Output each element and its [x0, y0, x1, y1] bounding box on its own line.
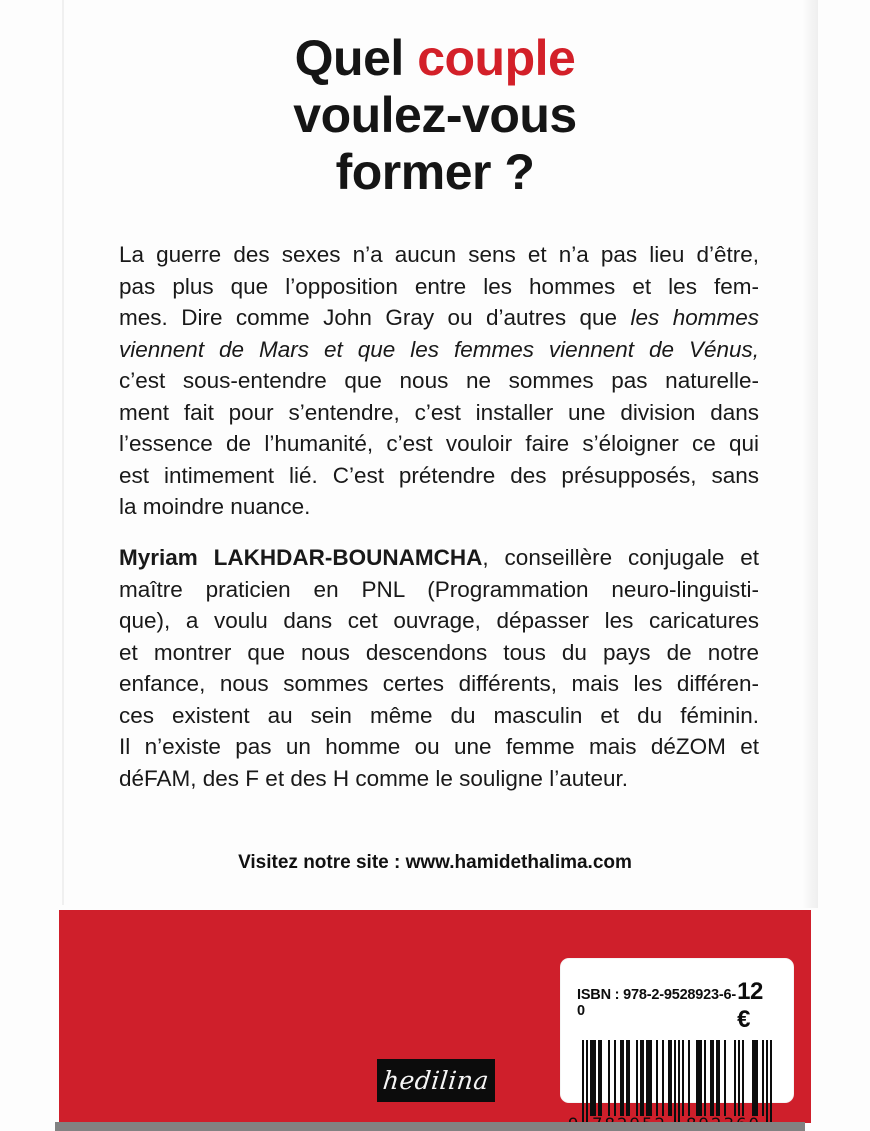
barcode-panel — [560, 958, 794, 1103]
barcode-bar — [662, 1040, 664, 1116]
barcode-bar — [724, 1040, 726, 1116]
barcode-bar — [642, 1040, 644, 1116]
title-line-2: voulez-vous — [293, 87, 577, 143]
ean-barcode — [582, 1040, 772, 1131]
barcode-bar — [756, 1040, 758, 1116]
body-line: et montrer que nous descendons tous du pays de notre — [119, 639, 759, 665]
website-line: Visitez notre site : www.hamidethalima.com — [238, 852, 632, 873]
body-line: Il n’existe pas un homme ou une femme mais déZOM et — [119, 734, 759, 759]
body-line: la moindre nuance. — [119, 494, 311, 519]
barcode-bar — [718, 1040, 720, 1116]
body-line: l’essence de l’humanité, c’est vouloir faire s’éloigner ce qui — [119, 431, 759, 456]
barcode-bar — [614, 1040, 616, 1116]
title-line-1 — [0, 30, 870, 87]
barcode-bar — [712, 1040, 714, 1116]
body-line: maître praticien en PNL (Programmation neuro-linguisti- — [119, 576, 759, 602]
body-line: pas plus que l’opposition entre les hommes et les fem- — [119, 273, 759, 299]
barcode-bar — [594, 1040, 596, 1116]
hedilina-logo — [377, 1059, 495, 1102]
barcode-bar — [650, 1040, 652, 1116]
body-line: mes. Dire comme John Gray ou d’autres que les hommes — [119, 305, 759, 330]
isbn-label: ISBN : 978-2-9528923-6-0 — [577, 987, 737, 1019]
barcode-bar — [742, 1040, 744, 1116]
price-label: 12 € — [737, 978, 763, 1033]
barcode-bar — [738, 1040, 740, 1116]
barcode-bar — [678, 1040, 680, 1131]
barcode-bar — [734, 1040, 736, 1116]
barcode-bar — [628, 1040, 630, 1116]
title-line-3: former ? — [335, 144, 535, 200]
body-line: Myriam LAKHDAR-BOUNAMCHA, conseillère conjugale et — [119, 545, 760, 570]
barcode-bar — [704, 1040, 706, 1116]
author-paragraph — [119, 542, 759, 794]
body-line: ces existent au sein même du masculin et du féminin. — [119, 702, 759, 728]
barcode-bar — [608, 1040, 610, 1116]
synopsis-paragraph — [119, 239, 759, 523]
body-line: c’est sous-entendre que nous ne sommes pas naturelle- — [119, 368, 759, 393]
barcode-bar — [700, 1040, 702, 1116]
body-line: La guerre des sexes n’a aucun sens et n’a pas lieu d’être, — [119, 242, 759, 267]
publisher-logo-text: hedilina — [381, 1066, 491, 1095]
barcode-bar — [622, 1040, 624, 1116]
barcode-bar — [770, 1040, 772, 1131]
barcode-bar — [656, 1040, 658, 1116]
barcode-bar — [762, 1040, 764, 1116]
barcode-bar — [636, 1040, 638, 1116]
body-line: déFAM, des F et des H comme le souligne l’auteur. — [119, 765, 628, 791]
isbn-row — [560, 958, 794, 1034]
barcode-bar — [766, 1040, 768, 1131]
barcode-bar — [582, 1040, 584, 1131]
barcode-bar — [670, 1040, 672, 1116]
book-title — [0, 30, 870, 201]
body-line: ment fait pour s’entendre, c’est installer une division dans — [119, 399, 759, 425]
barcode-bar — [586, 1040, 588, 1131]
body-line: que), a voulu dans cet ouvrage, dépasser les caricatures — [119, 608, 759, 633]
title-word-couple: couple — [417, 30, 576, 86]
body-line: est intimement lié. C’est prétendre des présupposés, sans — [119, 462, 759, 488]
barcode-bar — [600, 1040, 602, 1116]
title-word-quel: Quel — [294, 30, 418, 86]
scanner-strip — [55, 1122, 805, 1131]
body-line: viennent de Mars et que les femmes viennent de Vénus, — [119, 336, 759, 362]
barcode-bar — [688, 1040, 690, 1116]
barcode-bar — [682, 1040, 684, 1116]
barcode-bar — [674, 1040, 676, 1131]
body-line: enfance, nous sommes certes différents, mais les différen- — [119, 671, 759, 696]
